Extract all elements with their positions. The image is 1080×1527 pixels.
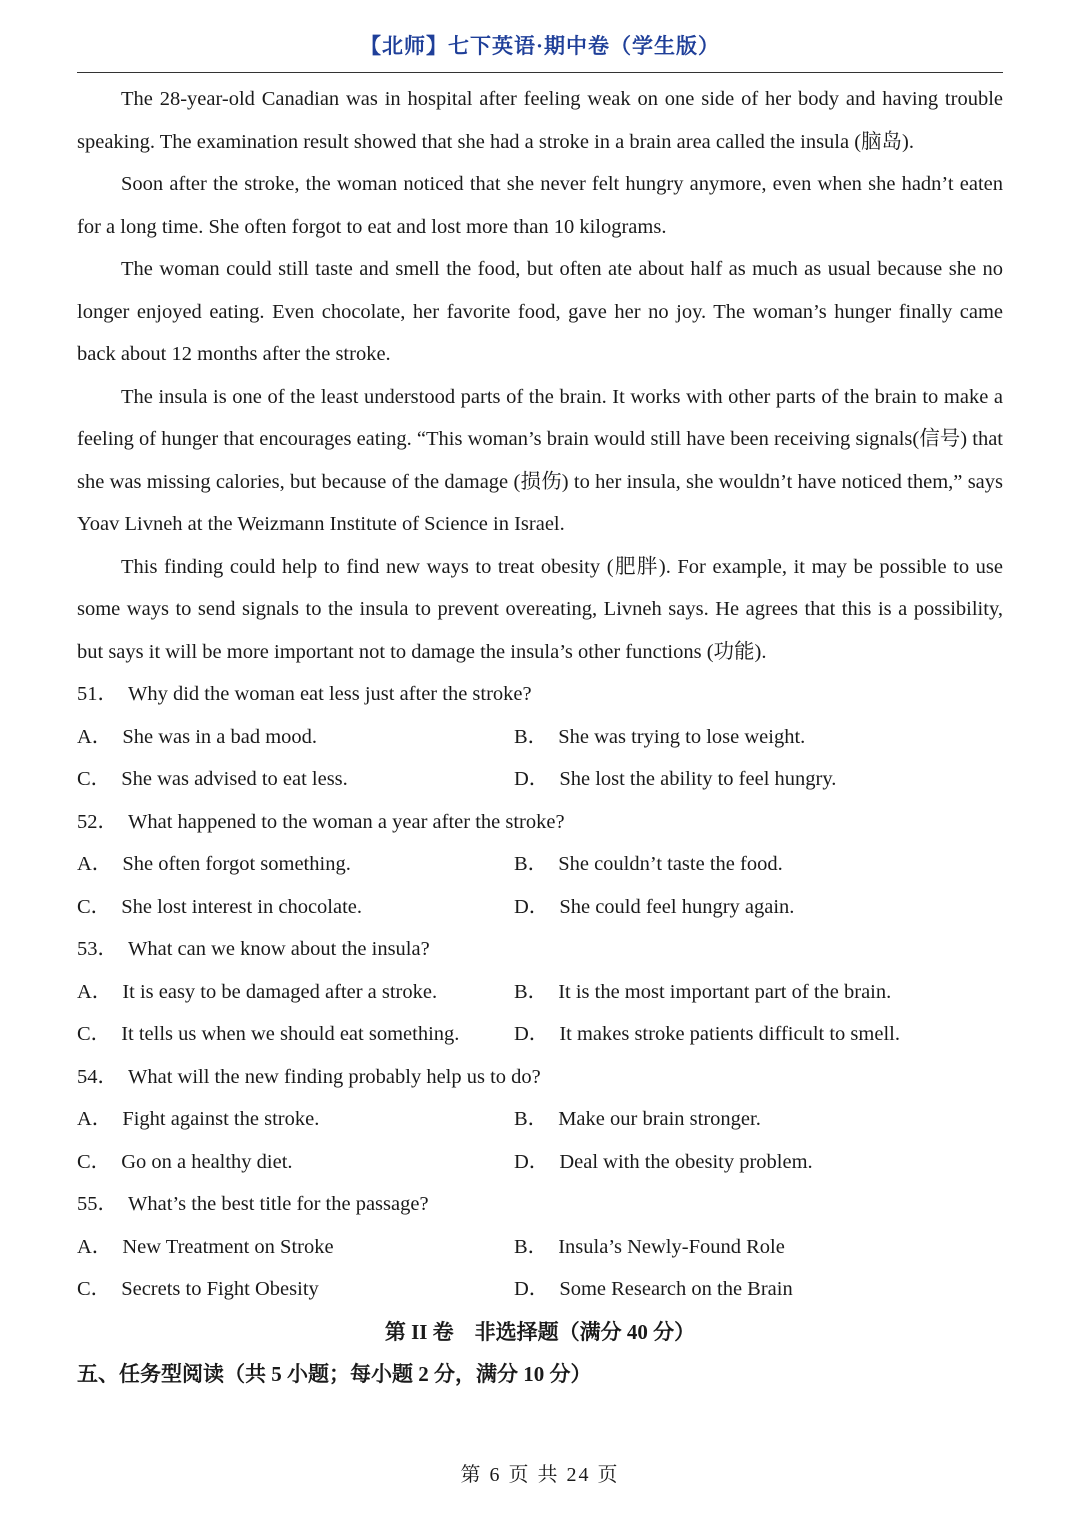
question-text: What can we know about the insula? — [128, 938, 430, 960]
option-a — [77, 1098, 514, 1141]
option-text: She was trying to lose weight. — [558, 725, 806, 748]
question-number: 54． — [77, 1065, 118, 1088]
option-letter: C． — [77, 895, 112, 918]
option-b — [514, 1226, 951, 1269]
option-b — [514, 971, 951, 1014]
option-row — [77, 758, 1003, 801]
question-text: What will the new finding probably help us to do? — [128, 1065, 541, 1088]
option-d — [514, 1013, 951, 1056]
option-letter: B． — [514, 725, 549, 748]
option-text: She lost interest in chocolate. — [121, 895, 363, 918]
question-number: 53． — [77, 938, 118, 960]
option-letter: D． — [514, 1023, 550, 1045]
option-text: Some Research on the Brain — [559, 1278, 793, 1300]
option-text: Make our brain stronger. — [558, 1108, 761, 1130]
question-number: 55． — [77, 1193, 118, 1215]
option-text: She often forgot something. — [122, 853, 351, 875]
option-letter: B． — [514, 853, 549, 875]
question-stem — [77, 673, 1003, 716]
header-divider — [77, 72, 1003, 73]
option-text: She was advised to eat less. — [121, 768, 348, 790]
question-number: 51． — [77, 683, 118, 705]
task-reading-title: 五、任务型阅读（共 5 小题；每小题 2 分，满分 10 分） — [77, 1362, 592, 1386]
option-letter: A． — [77, 725, 113, 748]
passage-paragraph-3: The woman could still taste and smell the food, but often ate about half as much as usual because she no longer enjoyed eating. Even chocolate, her favorite food, gave her no joy. The woman’s hunger finally came back about 12 months after the stroke. — [77, 258, 1003, 365]
option-a — [77, 1226, 514, 1269]
option-text: Go on a healthy diet. — [121, 1150, 293, 1173]
option-letter: D． — [514, 1278, 550, 1300]
question-55 — [77, 1183, 1003, 1311]
option-letter: B． — [514, 1108, 549, 1130]
option-text: New Treatment on Stroke — [122, 1235, 334, 1258]
option-row — [77, 971, 1003, 1014]
option-row — [77, 1268, 1003, 1311]
option-text: Insula’s Newly-Found Role — [558, 1235, 785, 1258]
option-d — [514, 1268, 951, 1311]
option-text: It is the most important part of the brain. — [558, 980, 892, 1003]
question-number: 52． — [77, 810, 118, 833]
option-text: She was in a bad mood. — [122, 725, 318, 748]
passage-paragraph-2: Soon after the stroke, the woman noticed that she never felt hungry anymore, even when she hadn’t eaten for a long time. She often forgot to eat and lost more than 10 kilograms. — [77, 173, 1003, 238]
option-letter: D． — [514, 768, 550, 790]
option-c — [77, 886, 514, 929]
question-51 — [77, 673, 1003, 801]
option-row — [77, 843, 1003, 886]
option-text: Fight against the stroke. — [122, 1108, 320, 1130]
option-row — [77, 1226, 1003, 1269]
option-c — [77, 1013, 514, 1056]
option-b — [514, 716, 951, 759]
page-number: 第 6 页 共 24 页 — [460, 1464, 620, 1486]
question-52 — [77, 801, 1003, 929]
option-row — [77, 886, 1003, 929]
question-54 — [77, 1056, 1003, 1184]
option-letter: D． — [514, 1150, 550, 1173]
option-letter: C． — [77, 1278, 112, 1300]
option-letter: A． — [77, 1108, 113, 1130]
option-letter: C． — [77, 768, 112, 790]
option-b — [514, 843, 951, 886]
question-stem — [77, 801, 1003, 844]
section-title: 第 II 卷 非选择题（满分 40 分） — [384, 1319, 696, 1344]
passage-paragraph-1: The 28-year-old Canadian was in hospital after feeling weak on one side of her body and having trouble speaking. The examination result showed that she had a stroke in a brain area called the insula (脑岛). — [77, 88, 1003, 153]
option-d — [514, 886, 951, 929]
option-b — [514, 1098, 951, 1141]
option-letter: B． — [514, 1235, 549, 1258]
question-text: Why did the woman eat less just after the stroke? — [128, 683, 532, 705]
option-letter: A． — [77, 1235, 113, 1258]
option-c — [77, 1141, 514, 1184]
option-row — [77, 1141, 1003, 1184]
page-header-title: 【北师】七下英语·期中卷（学生版） — [359, 34, 720, 58]
passage-paragraph-4: The insula is one of the least understood parts of the brain. It works with other parts of the brain to make a feeling of hunger that encourages eating. “This woman’s brain would still have been receiving signals(信号) that she was missing calories, but because of the damage (损伤) to her insula, she wouldn’t have noticed them,” says Yoav Livneh at the Weizmann Institute of Science in Israel. — [77, 385, 1003, 535]
passage-paragraph-5: This finding could help to find new ways to treat obesity (肥胖). For example, it may be possible to use some ways to send signals to the insula to prevent overeating, Livneh says. He agrees that this is a possibility, but says it will be more important not to damage the insula’s other functions (功能). — [77, 555, 1003, 663]
question-stem — [77, 1183, 1003, 1226]
option-row — [77, 716, 1003, 759]
option-letter: D． — [514, 895, 550, 918]
option-text: She could feel hungry again. — [559, 895, 795, 918]
option-row — [77, 1098, 1003, 1141]
option-d — [514, 1141, 951, 1184]
option-d — [514, 758, 951, 801]
option-text: It tells us when we should eat something. — [121, 1023, 460, 1045]
option-letter: C． — [77, 1023, 112, 1045]
option-c — [77, 1268, 514, 1311]
page-content — [77, 78, 1003, 1396]
option-letter: C． — [77, 1150, 112, 1173]
option-letter: A． — [77, 980, 113, 1003]
option-row — [77, 1013, 1003, 1056]
question-text: What happened to the woman a year after the stroke? — [128, 810, 565, 833]
option-text: It is easy to be damaged after a stroke. — [122, 980, 438, 1003]
option-a — [77, 843, 514, 886]
option-a — [77, 971, 514, 1014]
question-text: What’s the best title for the passage? — [128, 1193, 429, 1215]
question-stem — [77, 1056, 1003, 1099]
question-53 — [77, 928, 1003, 1056]
option-c — [77, 758, 514, 801]
option-letter: B． — [514, 980, 549, 1003]
option-text: Deal with the obesity problem. — [559, 1150, 813, 1173]
option-a — [77, 716, 514, 759]
option-text: Secrets to Fight Obesity — [121, 1278, 319, 1300]
option-text: She lost the ability to feel hungry. — [559, 768, 837, 790]
option-letter: A． — [77, 853, 113, 875]
option-text: It makes stroke patients difficult to smell. — [559, 1023, 900, 1045]
question-stem — [77, 928, 1003, 971]
option-text: She couldn’t taste the food. — [558, 853, 783, 875]
